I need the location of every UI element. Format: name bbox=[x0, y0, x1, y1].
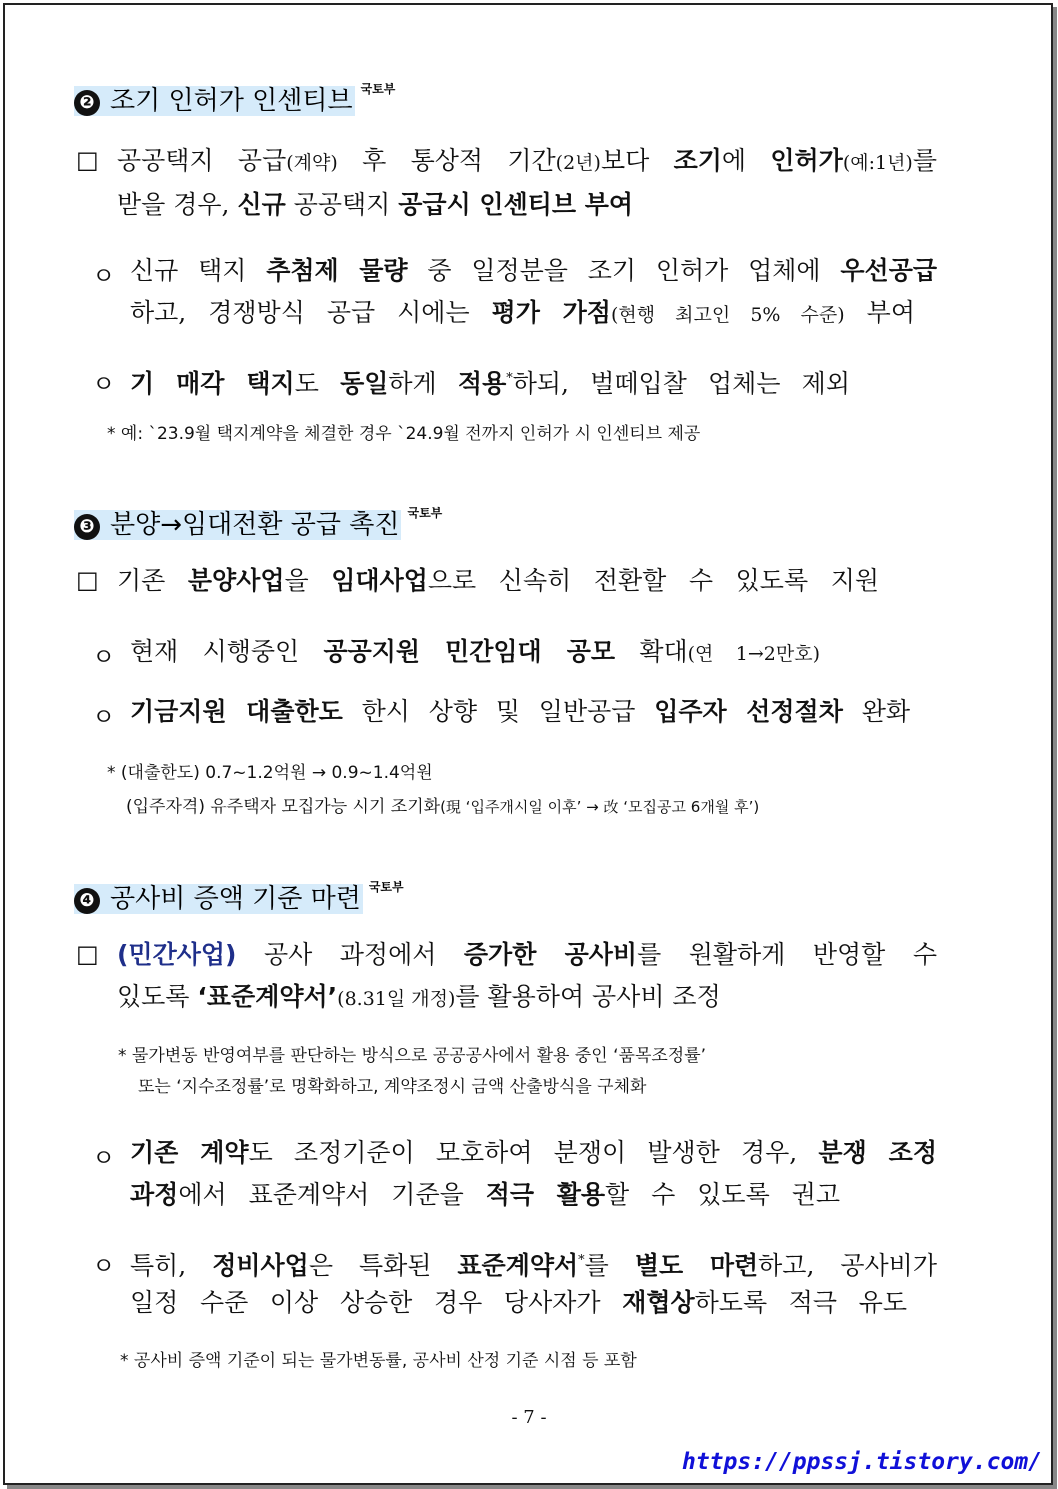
section-3-number: ❸ bbox=[74, 514, 100, 540]
section-4-note-a1: * 물가변동 반영여부를 판단하는 방식으로 공공공사에서 활용 중인 ‘품목조정률’ bbox=[118, 1046, 707, 1066]
section-2-heading bbox=[74, 72, 395, 118]
text-run: 우선공급 bbox=[840, 256, 937, 285]
section-4-bullet2-line1 bbox=[130, 1241, 937, 1286]
text-run: 임대사업 bbox=[331, 566, 428, 595]
section-3-title: 분양→임대전환 공급 촉진 bbox=[110, 510, 400, 540]
text-run: 할 수 있도록 권고 bbox=[605, 1180, 840, 1209]
text-run: 하도록 적극 유도 bbox=[694, 1288, 907, 1317]
text-run: 완화 bbox=[842, 697, 910, 726]
section-2-number: ❷ bbox=[74, 90, 100, 116]
section-4-title: 공사비 증액 기준 마련 bbox=[110, 884, 361, 914]
text-run: (연 1→2만호) bbox=[687, 643, 820, 665]
text-run: * bbox=[578, 1253, 585, 1268]
text-run: 분양사업 bbox=[187, 566, 285, 595]
text-run: 중 일정분을 조기 인허가 업체에 bbox=[407, 256, 841, 285]
text-run: 동일 bbox=[340, 369, 389, 398]
section-3-dept: 국토부 bbox=[407, 506, 443, 520]
text-run: 를 bbox=[584, 1251, 635, 1280]
text-run: 받을 경우, bbox=[117, 190, 238, 219]
section-3-main-marker: □ bbox=[76, 566, 99, 594]
text-run: (現 ‘입주개시일 이후’ → 改 ‘모집공고 6개월 후’) bbox=[440, 798, 760, 816]
section-4-number: ❹ bbox=[74, 888, 100, 914]
text-run: 현재 시행중인 bbox=[130, 637, 324, 666]
text-run: 평가 가점 bbox=[491, 298, 611, 327]
section-2-main-line1 bbox=[117, 141, 937, 183]
text-run: (8.31일 개정) bbox=[337, 988, 456, 1010]
page-number: - 7 - bbox=[511, 1407, 547, 1428]
section-3-heading bbox=[74, 496, 442, 542]
text-run: 조기 bbox=[673, 146, 722, 175]
section-3-note2 bbox=[126, 793, 759, 821]
section-2-main-marker: □ bbox=[76, 146, 99, 174]
text-run: 있도록 bbox=[117, 982, 198, 1011]
section-3-bullet2-marker: ㅇ bbox=[92, 703, 116, 731]
text-run: 특히, bbox=[130, 1251, 213, 1280]
section-4-heading bbox=[74, 870, 404, 916]
section-4-bullet2-line2 bbox=[130, 1283, 907, 1323]
text-run: 한시 상향 및 일반공급 bbox=[342, 697, 655, 726]
text-run: 일정 수준 이상 상승한 경우 당사자가 bbox=[130, 1288, 623, 1317]
text-run: 정비사업 bbox=[212, 1251, 309, 1280]
text-run: 적용 bbox=[457, 369, 507, 398]
text-run: 부여 bbox=[844, 298, 915, 327]
section-2-dept: 국토부 bbox=[360, 82, 396, 96]
section-4-bullet1-line1 bbox=[130, 1133, 937, 1173]
text-run: 과정 bbox=[130, 1180, 179, 1209]
section-4-note-b: * 공사비 증액 기준이 되는 물가변동률, 공사비 산정 기준 시점 등 포함 bbox=[120, 1351, 637, 1371]
section-4-bullet1-marker: ㅇ bbox=[92, 1144, 116, 1172]
section-3-bullet1-marker: ㅇ bbox=[92, 643, 116, 671]
source-url-link[interactable]: https://ppssj.tistory.com/ bbox=[681, 1449, 1042, 1475]
text-run: 증가한 공사비 bbox=[463, 940, 638, 969]
text-run: * bbox=[506, 371, 513, 386]
text-run: 적극 활용 bbox=[485, 1180, 606, 1209]
text-run: 하고, 공사비가 bbox=[758, 1251, 937, 1280]
section-2-bullet2-line1 bbox=[130, 359, 850, 404]
text-run: 에서 표준계약서 기준을 bbox=[178, 1180, 486, 1209]
text-run: 도 bbox=[294, 369, 341, 398]
section-3-bullet1-line1 bbox=[130, 632, 820, 674]
text-run: ‘표준계약서’ bbox=[197, 982, 338, 1011]
text-run: 표준계약서 bbox=[457, 1251, 579, 1280]
text-run: 기 매각 택지 bbox=[130, 369, 295, 398]
text-run: 기금지원 대출한도 bbox=[130, 697, 343, 726]
text-run: (현행 최고인 5% 수준) bbox=[610, 304, 845, 326]
text-run: 공급시 인센티브 부여 bbox=[398, 190, 634, 219]
section-3-bullet2-line1 bbox=[130, 692, 910, 732]
text-run: 으로 신속히 전환할 수 있도록 지원 bbox=[427, 566, 879, 595]
text-run: 을 bbox=[284, 566, 332, 595]
section-2-main-line2 bbox=[117, 185, 937, 225]
text-run: 후 통상적 기간 bbox=[337, 146, 556, 175]
text-run: 도 조정기준이 모호하여 분쟁이 발생한 경우, bbox=[248, 1138, 819, 1167]
text-run: (민간사업) bbox=[117, 940, 237, 969]
section-2-bullet1-marker: ㅇ bbox=[92, 262, 116, 290]
section-2-bullet2-marker: ㅇ bbox=[92, 370, 116, 398]
text-run: 하고, 경쟁방식 공급 시에는 bbox=[130, 298, 492, 327]
section-2-bullet1-line1 bbox=[130, 251, 937, 291]
text-run: 신규 택지 bbox=[130, 256, 267, 285]
section-4-main-line1 bbox=[117, 935, 937, 975]
section-4-dept: 국토부 bbox=[368, 880, 404, 894]
text-run: 재협상 bbox=[622, 1288, 695, 1317]
text-run: 공사 과정에서 bbox=[236, 940, 464, 969]
text-run: 하게 bbox=[388, 369, 458, 398]
text-run: (2년) bbox=[555, 152, 601, 174]
text-run: 공공택지 공급 bbox=[117, 146, 287, 175]
section-4-main-line2 bbox=[117, 977, 937, 1019]
text-run: 를 활용하여 공사비 조정 bbox=[455, 982, 721, 1011]
section-4-bullet1-line2 bbox=[130, 1175, 840, 1215]
text-run: 별도 마련 bbox=[634, 1251, 759, 1280]
text-run: 은 특화된 bbox=[308, 1251, 458, 1280]
text-run: 공공지원 민간임대 공모 bbox=[323, 637, 616, 666]
section-4-main-marker: □ bbox=[76, 940, 99, 968]
section-4-note-a2: 또는 ‘지수조정률’로 명확화하고, 계약조정시 금액 산출방식을 구체화 bbox=[138, 1077, 647, 1097]
section-4-bullet2-marker: ㅇ bbox=[92, 1252, 116, 1280]
text-run: 분쟁 조정 bbox=[818, 1138, 937, 1167]
text-run: 기존 bbox=[117, 566, 188, 595]
text-run: 하되, 벌떼입찰 업체는 제외 bbox=[512, 369, 850, 398]
text-run: (입주자격) 유주택자 모집가능 시기 조기화 bbox=[126, 797, 441, 817]
section-2-title: 조기 인허가 인센티브 bbox=[110, 86, 353, 116]
text-run: 를 원활하게 반영할 수 bbox=[637, 940, 937, 969]
text-run: 기존 계약 bbox=[130, 1138, 249, 1167]
text-run: (계약) bbox=[286, 152, 338, 174]
section-2-note: * 예: `23.9월 택지계약을 체결한 경우 `24.9월 전까지 인허가 시 인센티브 제공 bbox=[107, 424, 701, 444]
text-run: 보다 bbox=[600, 146, 674, 175]
text-run: 인허가 bbox=[770, 146, 843, 175]
text-run: 신규 bbox=[237, 190, 286, 219]
section-2-bullet1-line2 bbox=[130, 293, 915, 335]
text-run: 입주자 선정절차 bbox=[654, 697, 843, 726]
section-3-main-line1 bbox=[117, 561, 879, 601]
section-3-note1: * (대출한도) 0.7~1.2억원 → 0.9~1.4억원 bbox=[107, 763, 433, 783]
text-run: 를 bbox=[912, 146, 937, 175]
text-run: (예:1년) bbox=[842, 152, 913, 174]
text-run: 확대 bbox=[615, 637, 688, 666]
text-run: 에 bbox=[721, 146, 771, 175]
text-run: 추첨제 물량 bbox=[266, 256, 408, 285]
text-run: 공공택지 bbox=[285, 190, 399, 219]
